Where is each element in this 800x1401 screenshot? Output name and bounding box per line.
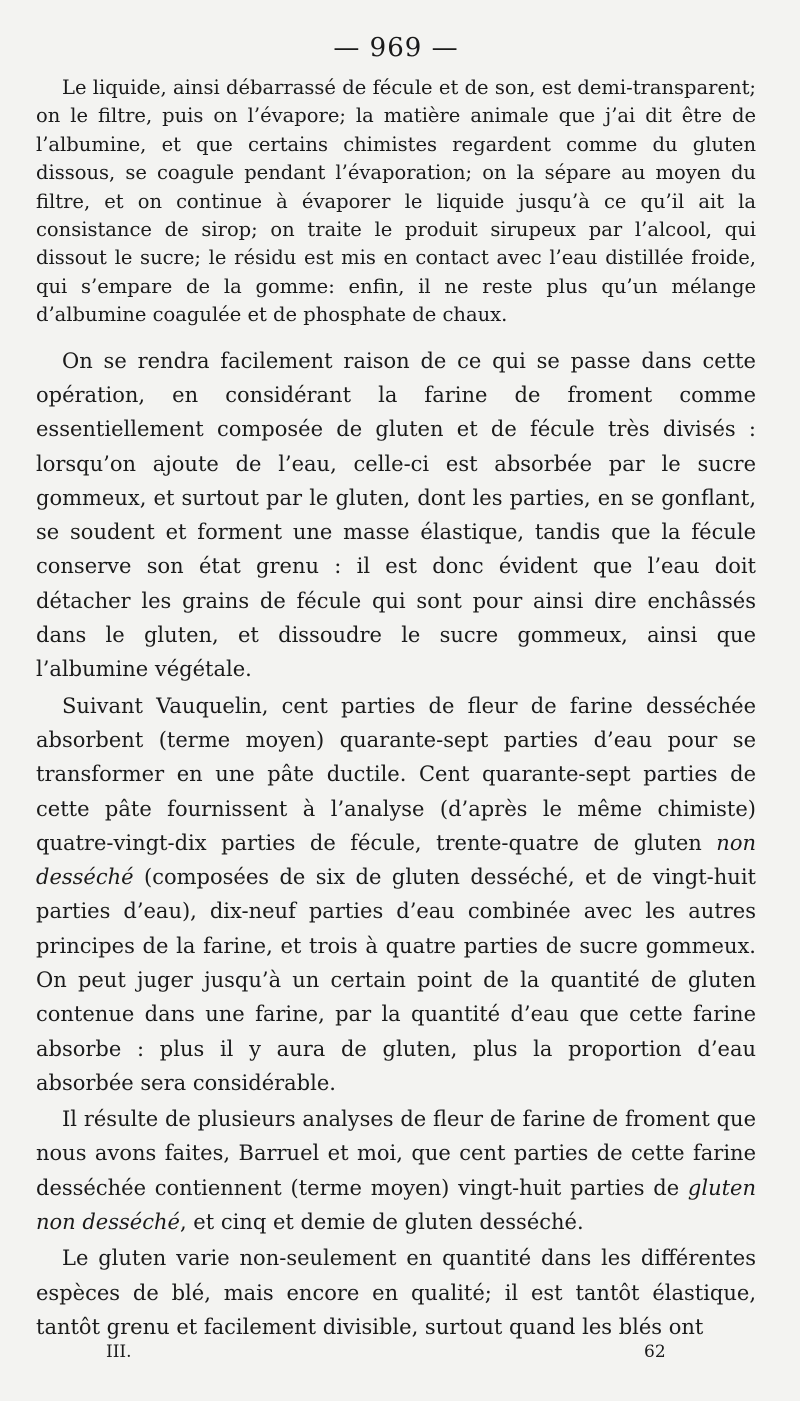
paragraph-1: On se rendra facilement raison de ce qui se passe dans cette opération, en considérant la farine de froment comme essentiellement composée de gluten et de fécule très divisés : lorsqu’on ajoute de l’eau, celle-ci est absorbée par le sucre gommeux, et surtout par le gluten, dont les parties, en se gonflant, se soudent et forment une masse élastique, tandis que la fécule conserve son état grenu : il est donc évident que l’eau doit détacher les grains de fécule qui sont pour ainsi dire enchâssés dans le gluten, et dissoudre le sucre gommeux, ainsi que l’albumine végétale. <box>36 348 756 682</box>
paragraph-2-italic: non desséché <box>36 830 756 890</box>
signature-mark: III. <box>106 1342 132 1362</box>
main-text-block <box>36 344 756 1345</box>
paragraph-3-text-a: Il résulte de plusieurs analyses de fleur de farine de froment que nous avons faites, Barruel et moi, que cent parties de cette farine desséchée contiennent (terme moyen) vingt-huit parties de <box>36 1107 756 1200</box>
paragraph-3 <box>36 1102 756 1239</box>
paragraph-4: Le gluten varie non-seulement en quantité dans les différentes espèces de blé, mais encore en qualité; il est tantôt élastique, tantôt grenu et facilement divisible, surtout quand les blés ont <box>36 1246 756 1339</box>
small-print-block <box>36 74 756 330</box>
paragraph-3-text-b: , et cinq et demie de gluten desséché. <box>179 1210 584 1235</box>
paragraph-3-italic: gluten non desséché <box>36 1175 756 1235</box>
paragraph-2 <box>36 689 756 1101</box>
paragraph-2-text-a: Suivant Vauquelin, cent parties de fleur de farine desséchée absorbent (terme moyen) quarante-sept parties d’eau pour se transformer en une pâte ductile. Cent quarante-sept parties de cette pâte fournissent à l’analyse (d’après le même chimiste) quatre-vingt-dix parties de fécule, trente-quatre de gluten <box>36 693 756 855</box>
paragraph-2-text-b: (composées de six de gluten desséché, et de vingt-huit parties d’eau), dix-neuf parties d’eau combinée avec les autres principes de la farine, et trois à quatre parties de sucre gommeux. On peut juger jusqu’à un certain point de la quantité de gluten contenue dans une farine, par la quantité d’eau que cette farine absorbe : plus il y aura de gluten, plus la proportion d’eau absorbée sera considérable. <box>36 865 756 1095</box>
paragraph-small-1: Le liquide, ainsi débarrassé de fécule et de son, est demi-transparent; on le filtre, puis on l’évapore; la matière animale que j’ai dit être de l’albumine, et que certains chimistes regardent comme du gluten dissous, se coagule pendant l’évaporation; on la sépare au moyen du filtre, et on continue à évaporer le liquide jusqu’à ce qu’il ait la consistance de sirop; on traite le produit sirupeux par l’alcool, qui dissout le sucre; le résidu est mis en contact avec l’eau distillée froide, qui s’empare de la gomme: enfin, il ne reste plus qu’un mélange d’albumine coagulée et de phosphate de chaux. <box>36 76 756 327</box>
page-number: — 969 — <box>333 33 459 63</box>
sheet-number: 62 <box>644 1342 666 1362</box>
